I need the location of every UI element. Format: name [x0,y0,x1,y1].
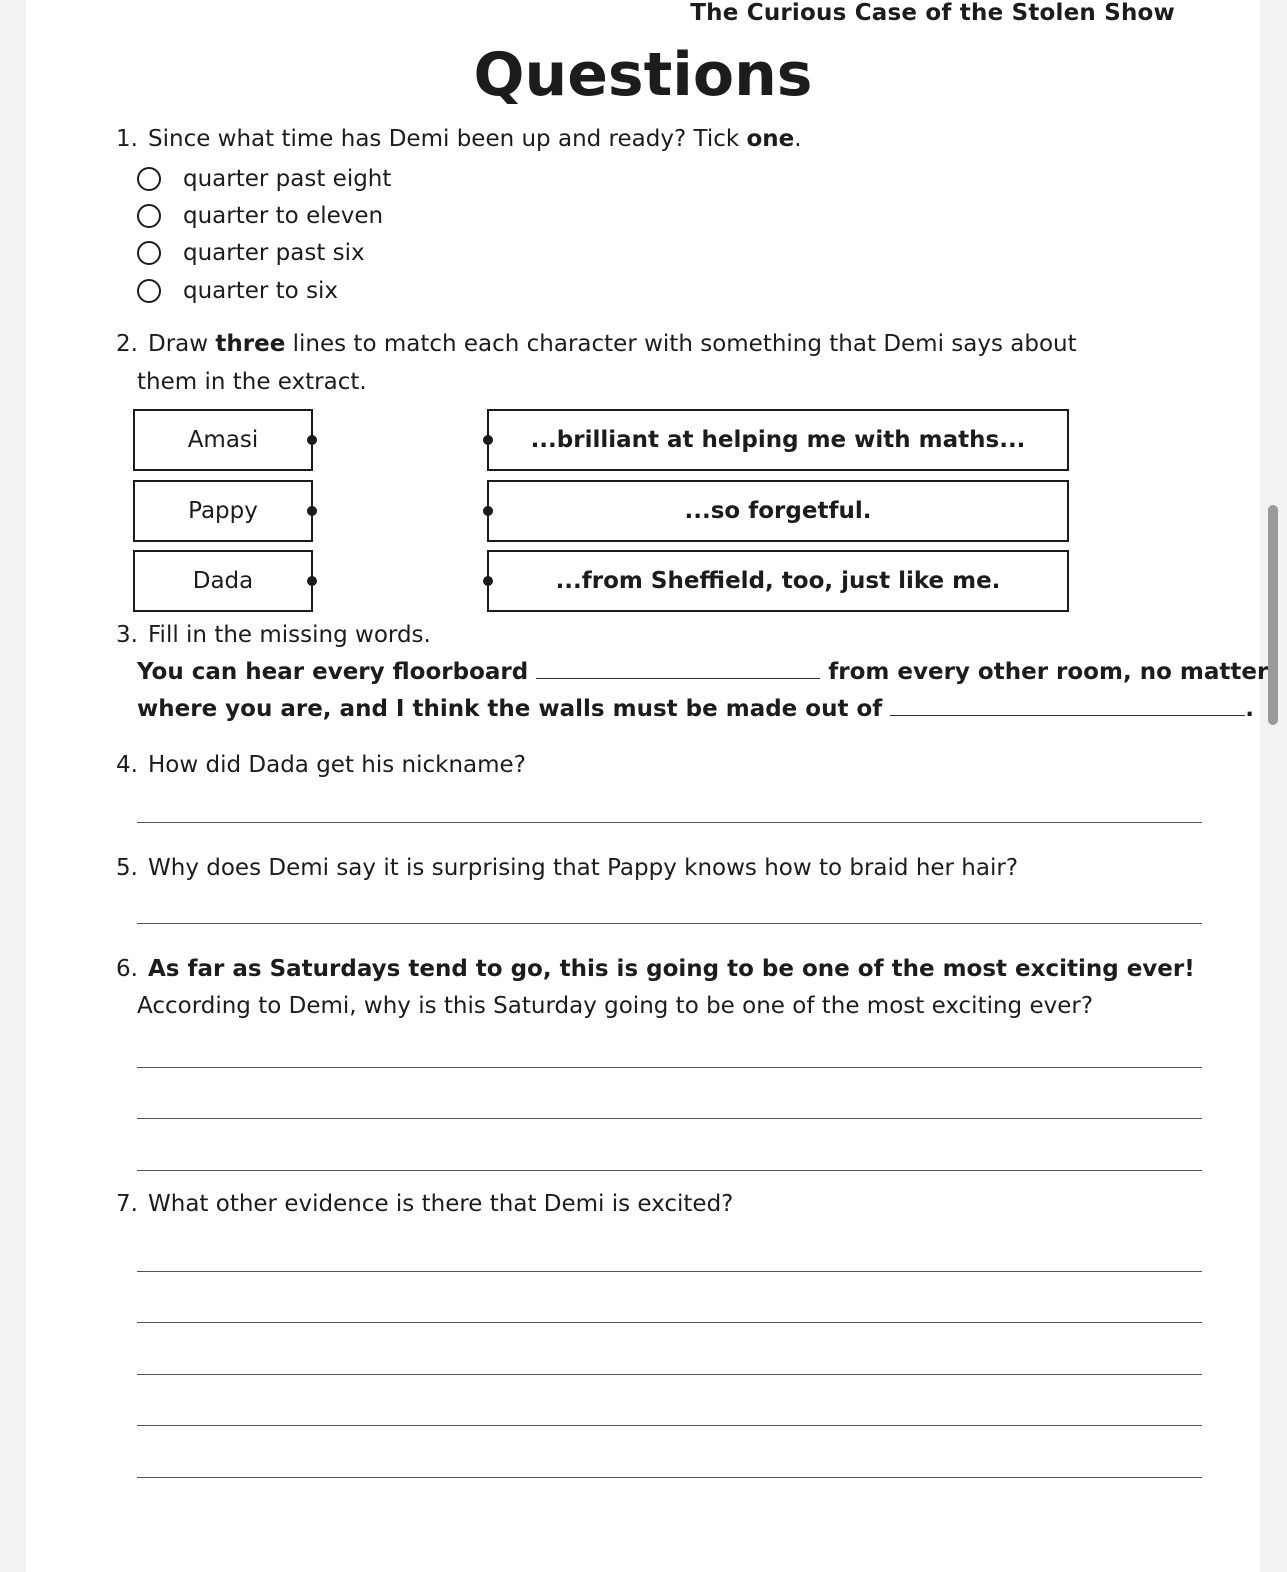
question-number: 7. [116,1191,138,1217]
option-quarter-past-six[interactable] [137,240,365,266]
character-label: Amasi [187,427,259,453]
fill-in-line-2 [137,696,1254,722]
question-number: 4. [116,752,138,778]
question-number: 5. [116,855,138,881]
radio-circle[interactable] [137,279,161,303]
option-label: quarter past eight [183,166,392,192]
answer-blank[interactable] [536,661,820,679]
quote-box-sheffield[interactable] [487,550,1069,612]
match-dot[interactable] [307,576,317,586]
match-dot[interactable] [483,506,493,516]
option-label: quarter to eleven [183,203,384,229]
quote-label: ...from Sheffield, too, just like me. [555,568,1001,594]
option-quarter-to-six[interactable] [137,278,338,304]
question-quote: As far as Saturdays tend to go, this is going to be one of the most exciting ever! [148,956,1195,982]
character-label: Pappy [188,498,258,524]
fill-text: You can hear every floorboard [137,659,529,685]
radio-circle[interactable] [137,241,161,265]
fill-text: from every other room, no matter [828,659,1269,685]
question-number: 1. [116,126,138,152]
match-dot[interactable] [307,435,317,445]
fill-in-line-1 [137,659,1268,685]
question-text: Since what time has Demi been up and ready? Tick one. [148,126,802,152]
question-1 [98,126,802,152]
question-3 [98,622,431,648]
quote-box-maths[interactable] [487,409,1069,471]
question-number: 6. [116,956,138,982]
answer-line[interactable] [137,822,1202,823]
answer-line[interactable] [137,923,1202,924]
character-box-dada[interactable] [133,550,313,612]
option-label: quarter to six [183,278,339,304]
match-dot[interactable] [483,435,493,445]
option-label: quarter past six [183,240,365,266]
answer-line[interactable] [137,1477,1202,1478]
question-text-continued: them in the extract. [137,369,367,395]
option-quarter-past-eight[interactable] [137,166,391,192]
quote-box-forgetful[interactable] [487,480,1069,542]
radio-circle[interactable] [137,167,161,191]
question-number: 2. [116,331,138,357]
answer-line[interactable] [137,1170,1202,1171]
character-label: Dada [192,568,254,594]
question-text: Fill in the missing words. [148,622,431,648]
answer-line[interactable] [137,1118,1202,1119]
answer-line[interactable] [137,1425,1202,1426]
question-6 [98,956,1195,982]
answer-blank[interactable] [890,698,1245,716]
answer-line[interactable] [137,1322,1202,1323]
question-text: How did Dada get his nickname? [148,752,526,778]
question-text: Draw three lines to match each character with something that Demi says about [148,331,1077,357]
question-text: Why does Demi say it is surprising that Pappy knows how to braid her hair? [148,855,1019,881]
character-box-pappy[interactable] [133,480,313,542]
question-2 [98,331,1077,357]
page-header: The Curious Case of the Stolen Show [690,0,1175,26]
match-dot[interactable] [307,506,317,516]
question-5 [98,855,1018,881]
question-text: What other evidence is there that Demi is excited? [148,1191,734,1217]
fill-text: . [1245,696,1255,722]
answer-line[interactable] [137,1067,1202,1068]
question-number: 3. [116,622,138,648]
character-box-amasi[interactable] [133,409,313,471]
answer-line[interactable] [137,1271,1202,1272]
match-dot[interactable] [483,576,493,586]
quote-label: ...so forgetful. [684,498,872,524]
answer-line[interactable] [137,1374,1202,1375]
question-7 [98,1191,733,1217]
worksheet-page [26,0,1269,1572]
vertical-scrollbar[interactable] [1268,505,1278,725]
page-title: Questions [473,40,813,110]
quote-label: ...brilliant at helping me with maths... [530,427,1026,453]
radio-circle[interactable] [137,204,161,228]
question-text: According to Demi, why is this Saturday going to be one of the most exciting ever? [137,993,1094,1019]
fill-text: where you are, and I think the walls must be made out of [137,696,883,722]
question-4 [98,752,526,778]
option-quarter-to-eleven[interactable] [137,203,383,229]
